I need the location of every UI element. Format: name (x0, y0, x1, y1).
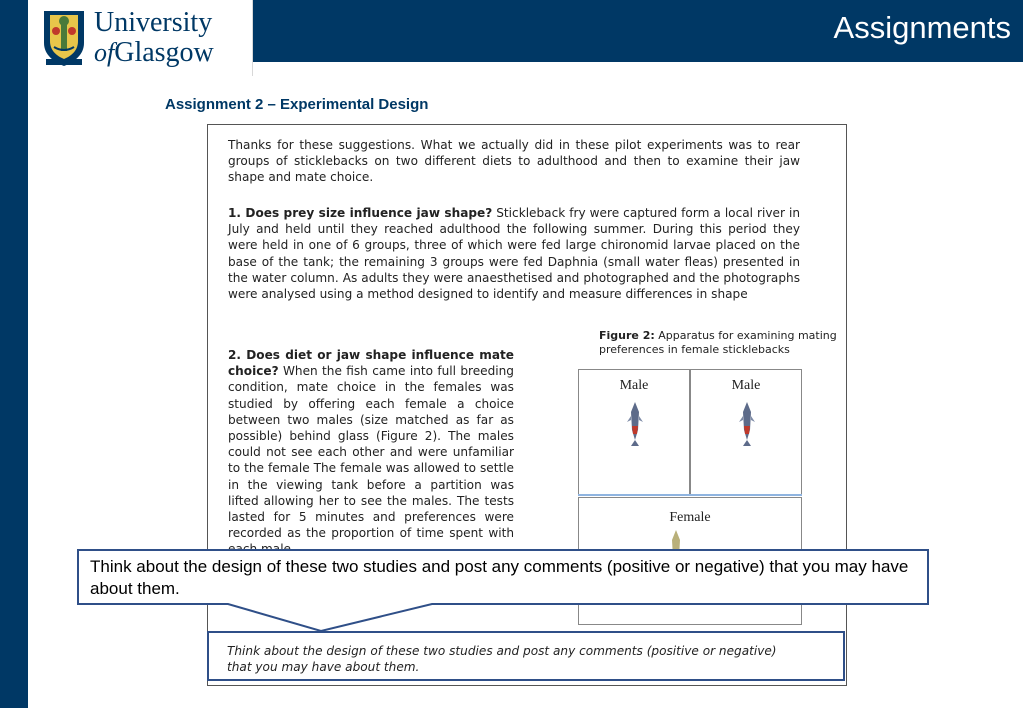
figure-caption-text: Apparatus for examining mating preferences in female sticklebacks (599, 329, 837, 356)
callout-box (77, 549, 929, 605)
left-sidebar-bar (0, 0, 28, 708)
footer-note-text: Think about the design of these two studies and post any comments (positive or negative) that you may have about them. (227, 644, 777, 674)
male-tank-left (578, 369, 690, 495)
callout-text: Think about the design of these two studies and post any comments (positive or negative) that you may have about them. (90, 557, 909, 598)
question-1-body: Stickleback fry were captured form a local river in July and held until they reached adulthood the following summer. During this period they were held in one of 6 groups, three of which were fed large chironomid larvae placed on the base of the tank; the remaining 3 groups were fed Daphnia (small water fleas) presented in the water column. As adults they were anaesthetised and photographed and the photographs were analysed using a method designed to identify and measure differences in shape (228, 206, 800, 302)
slide-title: Assignments (833, 10, 1011, 45)
glass-partition (578, 494, 802, 496)
intro-paragraph: Thanks for these suggestions. What we actually did in these pilot experiments was to rear groups of sticklebacks on two different diets to adulthood and then to examine their jaw shape and mate choice. (228, 138, 800, 185)
figure-caption-label: Figure 2: (599, 329, 655, 342)
question-2-heading: 2. Does diet or jaw shape influence mate choice? (228, 348, 514, 379)
university-line2: Glasgow (114, 37, 214, 68)
university-of: of (94, 38, 115, 67)
male-tank-left-label: Male (619, 378, 649, 393)
male-fish-icon (738, 400, 756, 448)
university-line1: University (94, 7, 213, 38)
female-tank-label: Female (669, 510, 711, 525)
university-crest-icon (42, 9, 86, 67)
question-2-body: When the fish came into full breeding condition, mate choice in the females was studied by offering each female a choice between two males (size matched as far as possible) behind glass (Figure 2). The males could not see each other and were unfamiliar to the female The female was allowed to settle in the viewing tank before a partition was lifted allowing her to see the males. The tests lasted for 5 minutes and preferences were recorded as the proportion of time spent with (228, 364, 514, 541)
university-logo (28, 0, 253, 76)
male-tank-right (690, 369, 802, 495)
figure-caption (599, 329, 844, 357)
question-1-paragraph (228, 205, 800, 302)
question-1-heading: 1. Does prey size influence jaw shape? (228, 206, 493, 220)
male-tank-right-label: Male (731, 378, 761, 393)
university-wordmark (94, 8, 214, 68)
assignment-subtitle: Assignment 2 – Experimental Design (165, 96, 429, 113)
question-2-paragraph (228, 347, 514, 558)
male-fish-icon (626, 400, 644, 448)
